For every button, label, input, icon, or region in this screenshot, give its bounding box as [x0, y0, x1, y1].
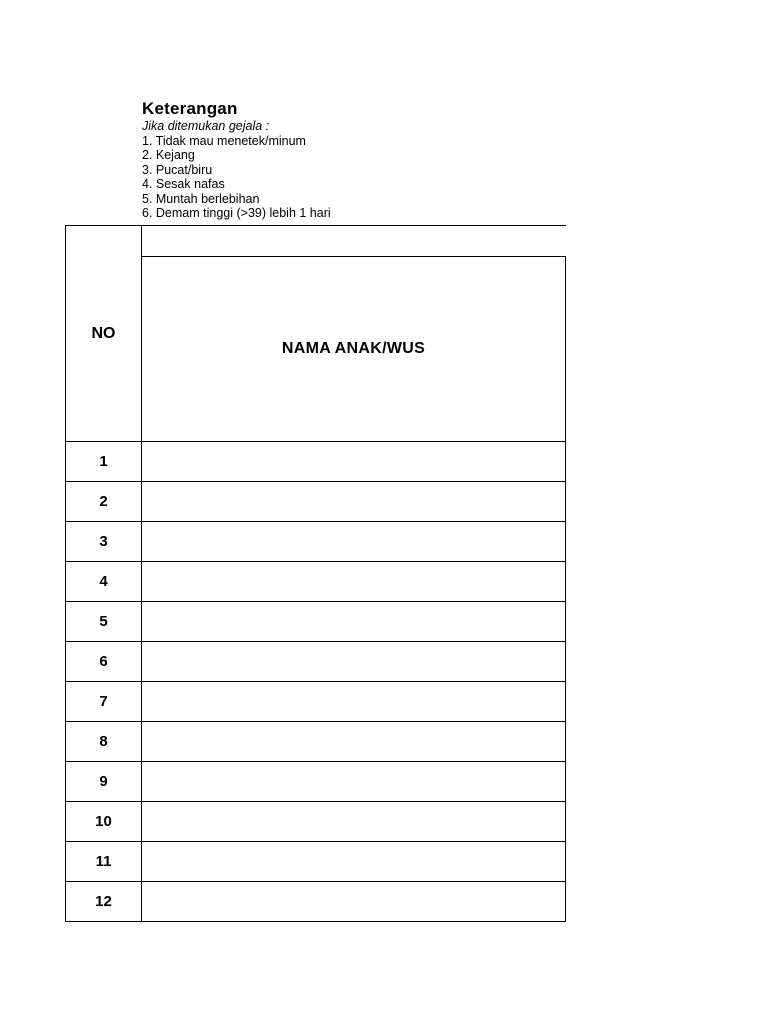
row-name-cell[interactable]: [142, 642, 566, 682]
notes-item: 4. Sesak nafas: [142, 177, 225, 191]
table-row: [66, 602, 566, 642]
notes-item: 6. Demam tinggi (>39) lebih 1 hari: [142, 206, 331, 220]
row-number-cell: 8: [66, 722, 142, 762]
header-name-top-band: [142, 226, 566, 257]
table-row: [66, 482, 566, 522]
table-row: [66, 802, 566, 842]
row-name-cell[interactable]: [142, 682, 566, 722]
row-number-cell: 7: [66, 682, 142, 722]
notes-block: [142, 99, 331, 221]
notes-item: 5. Muntah berlebihan: [142, 191, 260, 206]
row-number-cell: 1: [66, 442, 142, 482]
row-name-cell[interactable]: [142, 762, 566, 802]
row-name-cell[interactable]: [142, 442, 566, 482]
row-number-cell: 10: [66, 802, 142, 842]
notes-item: 1. Tidak mau menetek/minum: [142, 133, 306, 148]
notes-item: 3. Pucat/biru: [142, 162, 213, 177]
row-name-cell[interactable]: [142, 522, 566, 562]
register-table: [65, 225, 566, 922]
table-row: [66, 682, 566, 722]
row-number-cell: 3: [66, 522, 142, 562]
row-number-cell: 6: [66, 642, 142, 682]
row-name-cell[interactable]: [142, 482, 566, 522]
table-row: [66, 522, 566, 562]
notes-intro: Jika ditemukan gejala :: [142, 119, 270, 133]
table-row: [66, 442, 566, 482]
notes-title: Keterangan: [142, 99, 238, 118]
table-row: [66, 842, 566, 882]
table-row: [66, 762, 566, 802]
row-name-cell[interactable]: [142, 802, 566, 842]
table-row: [66, 722, 566, 762]
row-number-cell: 9: [66, 762, 142, 802]
row-name-cell[interactable]: [142, 842, 566, 882]
table-row: [66, 642, 566, 682]
row-number-cell: 11: [66, 842, 142, 882]
table-row: [66, 562, 566, 602]
row-number-cell: 2: [66, 482, 142, 522]
notes-item: 2. Kejang: [142, 148, 195, 162]
row-number-cell: 5: [66, 602, 142, 642]
row-name-cell[interactable]: [142, 882, 566, 922]
header-name: NAMA ANAK/WUS: [142, 257, 566, 442]
table-row: [66, 882, 566, 922]
row-number-cell: 4: [66, 562, 142, 602]
row-name-cell[interactable]: [142, 602, 566, 642]
row-name-cell[interactable]: [142, 562, 566, 602]
header-no: NO: [66, 226, 142, 442]
table-body: [66, 442, 566, 922]
row-name-cell[interactable]: [142, 722, 566, 762]
row-number-cell: 12: [66, 882, 142, 922]
